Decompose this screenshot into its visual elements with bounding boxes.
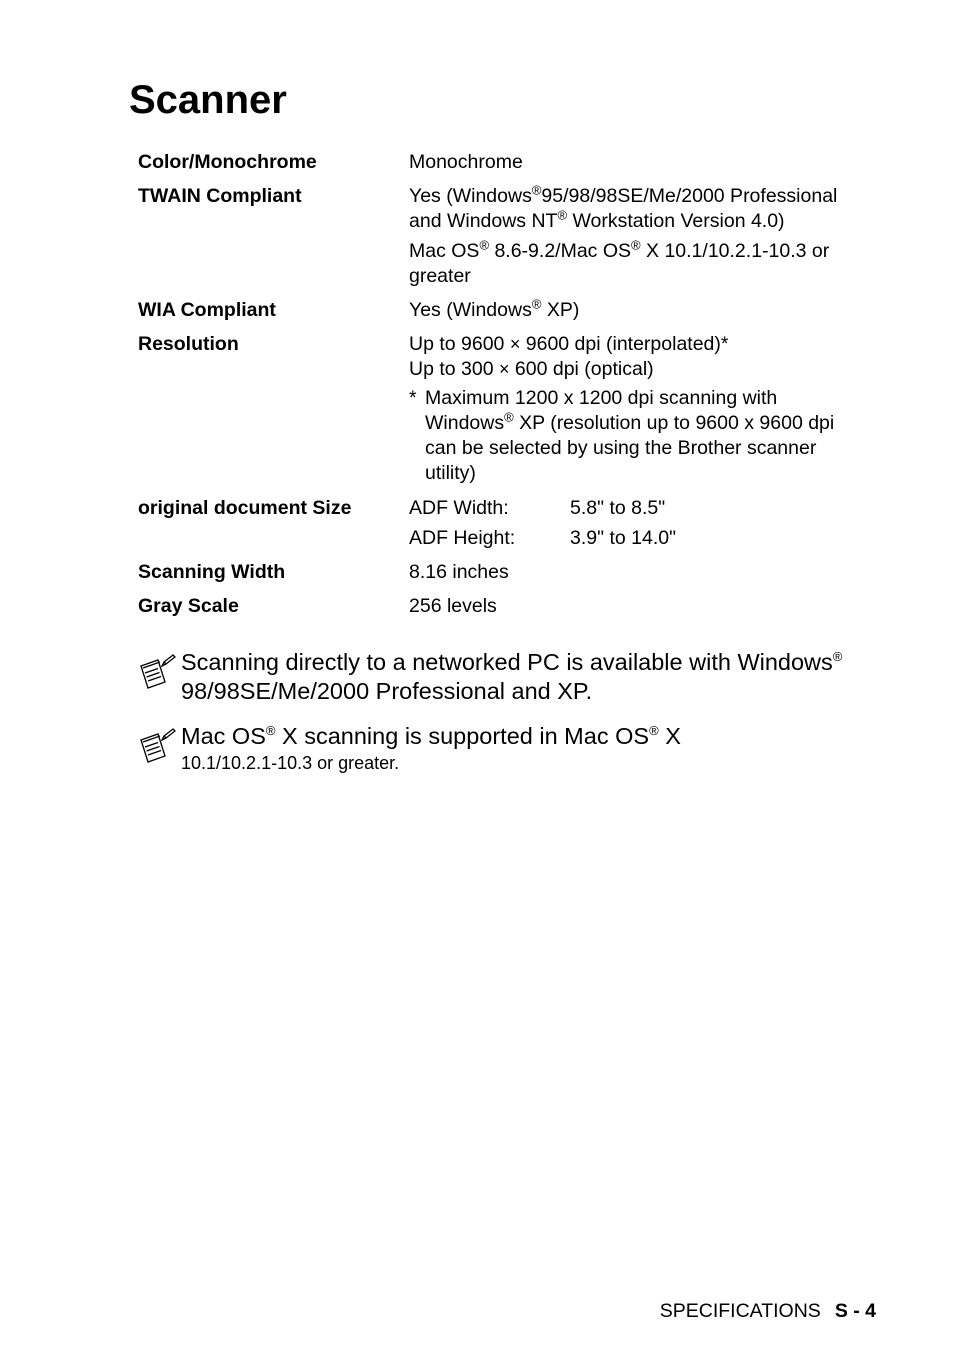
page-title: Scanner bbox=[129, 78, 287, 122]
spec-value bbox=[409, 496, 878, 551]
adf-width-value: 5.8" to 8.5" bbox=[570, 497, 666, 519]
spec-text: 600 dpi (optical) bbox=[509, 358, 654, 380]
registered-mark: ® bbox=[631, 237, 641, 253]
footnote-text: XP (resolution up to 9600 x 9600 dpi bbox=[513, 412, 835, 434]
spec-label: Gray Scale bbox=[138, 595, 239, 617]
spec-label: original document Size bbox=[138, 497, 352, 519]
page-footer bbox=[660, 1300, 876, 1323]
spec-value: Monochrome bbox=[409, 151, 523, 173]
registered-mark: ® bbox=[479, 237, 490, 253]
registered-mark: ® bbox=[557, 207, 568, 223]
registered-mark: ® bbox=[265, 723, 276, 739]
registered-mark: ® bbox=[531, 296, 542, 312]
notes-section bbox=[138, 648, 898, 775]
note-text: Scanning directly to a networked PC is available with Windows bbox=[181, 649, 833, 675]
spec-label: WIA Compliant bbox=[138, 299, 276, 321]
spec-row-resolution bbox=[138, 332, 878, 496]
resolution-footnote bbox=[409, 386, 878, 486]
footnote-text: can be selected by using the Brother scanner bbox=[425, 437, 817, 459]
spec-text: 9600 dpi (interpolated)* bbox=[520, 333, 729, 355]
note-text: Mac OS bbox=[181, 723, 266, 749]
registered-mark: ® bbox=[531, 182, 542, 198]
spec-text: Yes (Windows bbox=[409, 299, 532, 321]
note-text: X scanning is supported in Mac OS bbox=[275, 723, 650, 749]
registered-mark: ® bbox=[832, 649, 843, 665]
footer-section: SPECIFICATIONS bbox=[659, 1300, 821, 1322]
spec-text: Up to 9600 bbox=[409, 333, 510, 355]
spec-row-scanning-width bbox=[138, 560, 878, 594]
adf-width bbox=[409, 496, 878, 521]
footnote-text: Maximum 1200 x 1200 dpi scanning with bbox=[425, 387, 778, 409]
times-symbol: × bbox=[498, 359, 510, 379]
adf-height-label: ADF Height: bbox=[409, 527, 516, 549]
note-mac-os bbox=[138, 722, 898, 775]
note-text: 98/98SE/Me/2000 Professional and XP. bbox=[181, 678, 593, 704]
times-symbol: × bbox=[509, 334, 521, 354]
adf-height bbox=[409, 526, 878, 551]
note-pad-icon bbox=[138, 654, 176, 690]
footnote-text: utility) bbox=[425, 462, 476, 484]
adf-width-label: ADF Width: bbox=[409, 497, 509, 519]
adf-height-value: 3.9" to 14.0" bbox=[570, 527, 677, 549]
registered-mark: ® bbox=[504, 409, 514, 425]
note-text: 10.1/10.2.1-10.3 or greater. bbox=[181, 753, 400, 773]
spec-row-gray-scale bbox=[138, 594, 878, 628]
footnote-marker: * bbox=[409, 387, 417, 409]
spec-text: greater bbox=[409, 265, 471, 287]
spec-text: and Windows NT bbox=[409, 210, 558, 232]
spec-value: 8.16 inches bbox=[409, 561, 509, 583]
registered-mark: ® bbox=[649, 723, 659, 739]
spec-label: TWAIN Compliant bbox=[138, 185, 302, 207]
spec-label: Scanning Width bbox=[138, 561, 286, 583]
spec-text: X 10.1/10.2.1-10.3 or bbox=[640, 240, 830, 262]
spec-label: Color/Monochrome bbox=[138, 151, 317, 173]
spec-text: Yes (Windows bbox=[409, 185, 532, 207]
spec-value bbox=[409, 298, 878, 323]
spec-row-twain bbox=[138, 184, 878, 298]
spec-text: XP) bbox=[541, 299, 580, 321]
spec-text: Up to 300 bbox=[409, 358, 499, 380]
note-networked-pc bbox=[138, 648, 898, 706]
note-text: X bbox=[658, 723, 681, 749]
spec-value bbox=[409, 332, 878, 486]
spec-text: 8.6-9.2/Mac OS bbox=[489, 240, 632, 262]
note-pad-icon bbox=[138, 728, 176, 764]
spec-row-document-size bbox=[138, 496, 878, 560]
footnote-text: Windows bbox=[425, 412, 505, 434]
spec-row-color bbox=[138, 150, 878, 184]
spec-label: Resolution bbox=[138, 333, 239, 355]
spec-text: Mac OS bbox=[409, 240, 480, 262]
spec-value: 256 levels bbox=[409, 595, 497, 617]
spec-table bbox=[138, 150, 878, 628]
spec-text: 95/98/98SE/Me/2000 Professional bbox=[541, 185, 838, 207]
spec-row-wia bbox=[138, 298, 878, 332]
spec-text: Workstation Version 4.0) bbox=[567, 210, 785, 232]
spec-value bbox=[409, 184, 878, 289]
page-number: S - 4 bbox=[834, 1300, 876, 1322]
